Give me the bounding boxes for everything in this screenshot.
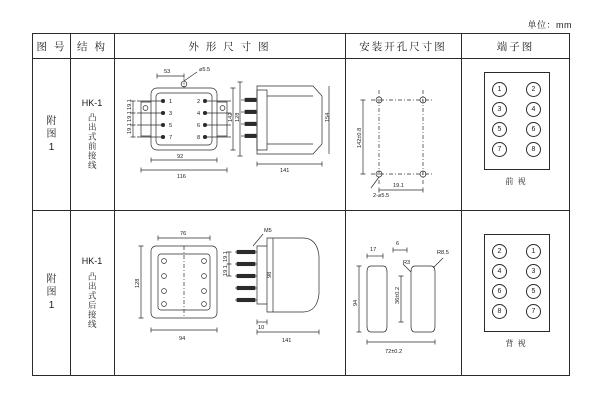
table-vline-4 xyxy=(461,34,462,375)
row1-dim-191-b: 19.1 xyxy=(127,111,133,122)
row2-mount-dim-r3: R3 xyxy=(403,260,411,266)
row1-term-pin-2: 2 xyxy=(526,82,541,97)
row1-dim-116: 116 xyxy=(177,174,186,180)
table-vline-3 xyxy=(345,34,346,375)
row2-mount-dim-17: 17 xyxy=(370,247,377,253)
header-cell-mounting: 安装开孔尺寸图 xyxy=(359,40,447,53)
row1-mounting-drawing xyxy=(349,64,459,204)
row2-dim-141: 141 xyxy=(282,338,292,344)
row1-drawing-no-l1: 附 xyxy=(46,115,57,127)
row1-drawing-no-l2: 图 xyxy=(46,128,57,140)
row2-term-pin-7: 7 xyxy=(526,304,541,319)
row2-structure-text: 凸出式后接线 xyxy=(87,271,98,329)
row2-mount-dim-72: 72±0.2 xyxy=(385,349,403,355)
spec-table xyxy=(32,33,570,376)
row2-dim-191-a: 19.1 xyxy=(223,251,229,262)
row1-dim-191-c: 19.1 xyxy=(127,123,133,134)
row1-terminal-caption: 前 视 xyxy=(505,177,527,186)
row2-structure-model: HK-1 xyxy=(81,256,103,267)
row1-drawing-no xyxy=(33,58,70,210)
row1-terminal-diagram xyxy=(476,68,556,198)
table-vline-2 xyxy=(114,34,115,375)
row2-outline-drawing xyxy=(117,216,343,372)
row1-dim-128: 128 xyxy=(235,112,241,122)
row1-pin-5: 5 xyxy=(169,123,173,129)
row2-term-pin-2: 2 xyxy=(492,244,507,259)
row2-dim-94: 94 xyxy=(179,336,186,342)
row2-mount-dim-6: 6 xyxy=(396,241,400,247)
row1-pin-7: 7 xyxy=(169,135,173,141)
row2-terminal-caption: 背 视 xyxy=(505,339,527,348)
header-cell-terminal: 端子图 xyxy=(496,40,535,53)
row1-term-pin-4: 4 xyxy=(526,102,541,117)
row2-drawing-no-l2: 图 xyxy=(46,287,57,298)
row1-term-pin-8: 8 xyxy=(526,142,541,157)
row1-structure-model: HK-1 xyxy=(81,97,103,108)
row2-mounting-drawing xyxy=(349,220,461,370)
row2-drawing-no-l1: 附 xyxy=(46,274,57,285)
row1-dim-hole: ⌀5.5 xyxy=(199,67,211,73)
header-cell-structure: 结 构 xyxy=(77,40,107,53)
row2-term-pin-1: 1 xyxy=(526,244,541,259)
row2-term-pin-4: 4 xyxy=(492,264,507,279)
row1-dim-53: 53 xyxy=(164,69,171,75)
row1-pin-3: 3 xyxy=(169,111,173,117)
row1-dim-154: 154 xyxy=(325,112,331,122)
row1-outline-drawing xyxy=(117,60,343,208)
row1-pin-8: 8 xyxy=(197,135,201,141)
row1-dim-92: 92 xyxy=(177,154,184,160)
row1-structure xyxy=(70,58,114,210)
row2-dim-98: 98 xyxy=(267,271,273,278)
row2-mount-dim-94: 94 xyxy=(353,299,359,306)
row1-mount-note: 2-⌀5.5 xyxy=(373,193,390,199)
header-cell-drawing-no: 图 号 xyxy=(36,40,67,53)
row2-dim-76: 76 xyxy=(180,231,187,237)
row1-pin-2: 2 xyxy=(197,99,201,105)
row2-drawing-no xyxy=(33,210,70,375)
row1-mount-dim-h: 19.1 xyxy=(393,183,404,189)
row1-pin-1: 1 xyxy=(169,99,173,105)
row1-pin-4: 4 xyxy=(197,111,201,117)
row1-term-pin-1: 1 xyxy=(492,82,507,97)
row2-term-pin-5: 5 xyxy=(526,284,541,299)
row2-mount-dim-36: 36±0.2 xyxy=(395,286,401,304)
row1-dim-142: 142 xyxy=(228,112,234,122)
row2-dim-10: 10 xyxy=(258,325,265,331)
row2-dim-191-b: 19.1 xyxy=(223,265,229,276)
row2-dim-128: 128 xyxy=(135,278,141,288)
unit-note: 单位：mm xyxy=(527,20,572,30)
row1-dim-141: 141 xyxy=(280,168,290,174)
row1-dim-191-a: 19.1 xyxy=(127,99,133,110)
row2-term-pin-6: 6 xyxy=(492,284,507,299)
row2-drawing-no-l3: 1 xyxy=(48,300,55,311)
row2-terminal-diagram xyxy=(476,230,556,360)
row2-dim-m5: M5 xyxy=(264,228,272,234)
row2-mount-dim-r85: R8.5 xyxy=(437,250,449,256)
row1-term-pin-6: 6 xyxy=(526,122,541,137)
row2-term-pin-3: 3 xyxy=(526,264,541,279)
row1-term-pin-3: 3 xyxy=(492,102,507,117)
row1-term-pin-5: 5 xyxy=(492,122,507,137)
row1-term-pin-7: 7 xyxy=(492,142,507,157)
row2-structure xyxy=(70,210,114,375)
row1-drawing-no-l3: 1 xyxy=(48,141,55,153)
row2-term-pin-8: 8 xyxy=(492,304,507,319)
row1-mount-dim-v: 142±0.8 xyxy=(357,127,363,148)
row1-structure-text: 凸出式前接线 xyxy=(87,113,98,171)
row1-pin-6: 6 xyxy=(197,123,201,129)
header-cell-outline: 外 形 尺 寸 图 xyxy=(188,40,271,53)
